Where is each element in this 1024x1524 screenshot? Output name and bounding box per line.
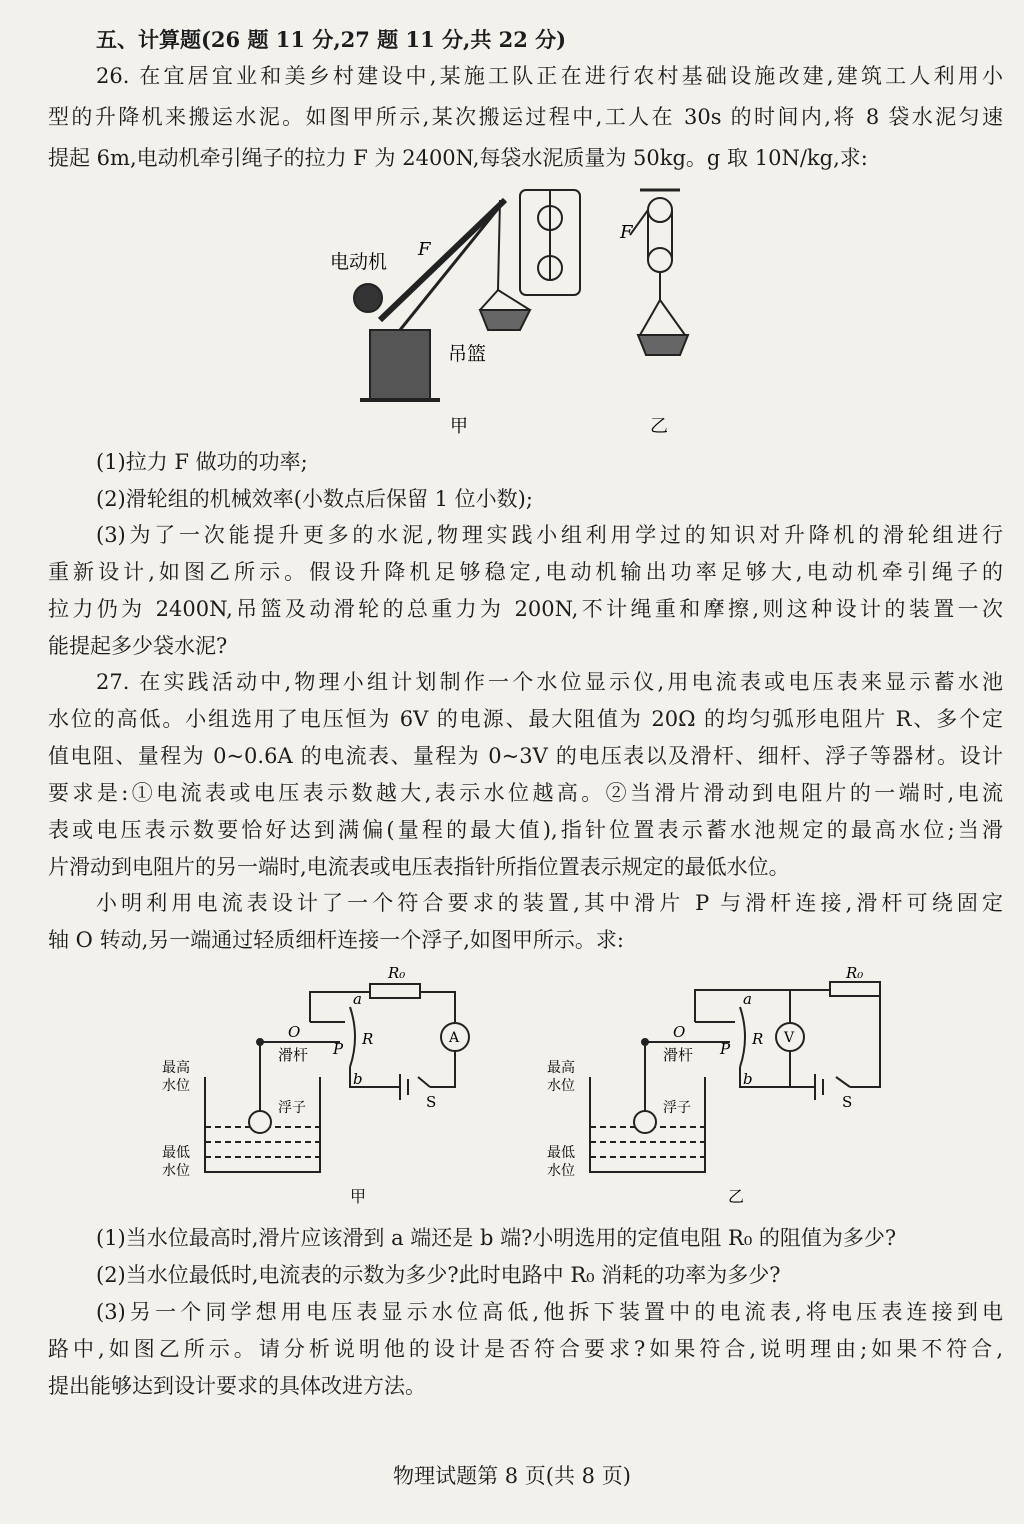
fig27b-caption: 乙: [728, 1187, 745, 1206]
crane-base: [370, 330, 430, 400]
o-label-b: O: [673, 1023, 686, 1041]
r-label-a: R: [362, 1030, 374, 1048]
fixed-pulley-icon: [648, 198, 672, 222]
q26-part-1: (1)拉力 F 做功的功率;: [96, 450, 308, 474]
fig26b-caption: 乙: [650, 416, 668, 437]
q27-part-3-line-2: 路中,如图乙所示。请分析说明他的设计是否符合要求?如果符合,说明理由;如果不符合,: [48, 1337, 1003, 1361]
high-label-b1: 最高: [547, 1060, 575, 1076]
p-label-b: P: [720, 1040, 731, 1058]
q26-part-3-line-4: 能提起多少袋水泥?: [48, 634, 228, 658]
r0-resistor-a: [370, 984, 420, 998]
q27-line-7: 小明利用电流表设计了一个符合要求的装置,其中滑片 P 与滑杆连接,滑杆可绕固定: [96, 891, 1003, 915]
basket-icon: [480, 310, 530, 330]
voltmeter-label: V: [784, 1030, 795, 1046]
motor-icon: [354, 284, 382, 312]
q27-part-1: (1)当水位最高时,滑片应该滑到 a 端还是 b 端?小明选用的定值电阻 R₀ 的阻值为多少?: [96, 1226, 897, 1250]
force-label-a: F: [418, 239, 431, 260]
switch-a: [418, 1077, 430, 1087]
r0-resistor-b: [830, 982, 880, 996]
b-label-b: b: [743, 1070, 753, 1088]
water-level-circuits: [150, 962, 910, 1212]
crane-diagram: [330, 180, 710, 440]
force-label-b: F: [620, 222, 633, 243]
a-label-b: a: [743, 990, 752, 1008]
q26-line-2: 型的升降机来搬运水泥。如图甲所示,某次搬运过程中,工人在 30s 的时间内,将 8 袋水泥匀速: [48, 105, 1003, 129]
q27-part-3-line-1: (3)另一个同学想用电压表显示水位高低,他拆下装置中的电流表,将电压表连接到电: [96, 1300, 1003, 1324]
float-b: [634, 1111, 656, 1133]
b-label-a: b: [353, 1070, 363, 1088]
s-label-a: S: [426, 1093, 437, 1111]
q26-line-3: 提起 6m,电动机牵引绳子的拉力 F 为 2400N,每袋水泥质量为 50kg。g 取 10N/kg,求:: [48, 146, 868, 170]
low-label-a1: 最低: [162, 1145, 190, 1161]
movable-pulley-icon: [648, 248, 672, 272]
q27-part-2: (2)当水位最低时,电流表的示数为多少?此时电路中 R₀ 消耗的功率为多少?: [96, 1263, 781, 1287]
q27-line-1: 27. 在实践活动中,物理小组计划制作一个水位显示仪,用电流表或电压表来显示蓄水池: [96, 670, 1003, 694]
basket-label: 吊篮: [448, 343, 487, 365]
low-label-a2: 水位: [162, 1163, 190, 1179]
q27-line-3: 值电阻、量程为 0~0.6A 的电流表、量程为 0~3V 的电压表以及滑杆、细杆、浮子等器材。设计: [48, 744, 1003, 768]
low-label-b2: 水位: [547, 1163, 575, 1179]
fig26a-caption: 甲: [450, 416, 468, 437]
section-title: 五、计算题(26 题 11 分,27 题 11 分,共 22 分): [96, 27, 567, 52]
q26-figure: [330, 180, 710, 440]
q26-part-3-line-1: (3)为了一次能提升更多的水泥,物理实践小组利用学过的知识对升降机的滑轮组进行: [96, 523, 1003, 547]
high-label-b2: 水位: [547, 1078, 575, 1094]
q27-line-2: 水位的高低。小组选用了电压恒为 6V 的电源、最大阻值为 20Ω 的均匀弧形电阻片 R、多个定: [48, 707, 1003, 731]
float-label-a: 浮子: [278, 1100, 306, 1116]
r-label-b: R: [752, 1030, 764, 1048]
q26-line-1: 26. 在宜居宜业和美乡村建设中,某施工队正在进行农村基础设施改建,建筑工人利用小: [96, 64, 1003, 88]
q26-part-3-line-2: 重新设计,如图乙所示。假设升降机足够稳定,电动机输出功率足够大,电动机牵引绳子的: [48, 560, 1003, 584]
page-footer: 物理试题第 8 页(共 8 页): [393, 1464, 631, 1488]
resistor-arc-a: [350, 1007, 355, 1067]
q27-part-3-line-3: 提出能够达到设计要求的具体改进方法。: [48, 1374, 426, 1398]
q27-line-8: 轴 O 转动,另一端通过轻质细杆连接一个浮子,如图甲所示。求:: [48, 928, 624, 952]
q27-line-4: 要求是:①电流表或电压表示数越大,表示水位越高。②当滑片滑动到电阻片的一端时,电流: [48, 781, 1003, 805]
low-label-b1: 最低: [547, 1145, 575, 1161]
r0-label-a: R₀: [388, 964, 406, 982]
s-label-b: S: [842, 1093, 853, 1111]
rod-label-a: 滑杆: [278, 1046, 309, 1064]
motor-label: 电动机: [330, 251, 388, 273]
high-label-a1: 最高: [162, 1060, 190, 1076]
resistor-arc-b: [740, 1007, 745, 1067]
high-label-a2: 水位: [162, 1078, 190, 1094]
q26-part-2: (2)滑轮组的机械效率(小数点后保留 1 位小数);: [96, 487, 533, 511]
q27-line-6: 片滑动到电阻片的另一端时,电流表或电压表指针所指位置表示规定的最低水位。: [48, 855, 790, 879]
rod-label-b: 滑杆: [663, 1046, 694, 1064]
q27-line-5: 表或电压表示数要恰好达到满偏(量程的最大值),指针位置表示蓄水池规定的最高水位;当滑: [48, 818, 1003, 842]
float-a: [249, 1111, 271, 1133]
r0-label-b: R₀: [846, 964, 864, 982]
o-label-a: O: [288, 1023, 301, 1041]
float-label-b: 浮子: [663, 1100, 691, 1116]
p-label-a: P: [333, 1040, 344, 1058]
ammeter-label: A: [449, 1030, 460, 1046]
q26-part-3-line-3: 拉力仍为 2400N,吊篮及动滑轮的总重力为 200N,不计绳重和摩擦,则这种设计的装置一次: [48, 597, 1003, 621]
q27-figure: [150, 962, 910, 1212]
fig27a-caption: 甲: [350, 1187, 367, 1206]
a-label-a: a: [353, 990, 362, 1008]
